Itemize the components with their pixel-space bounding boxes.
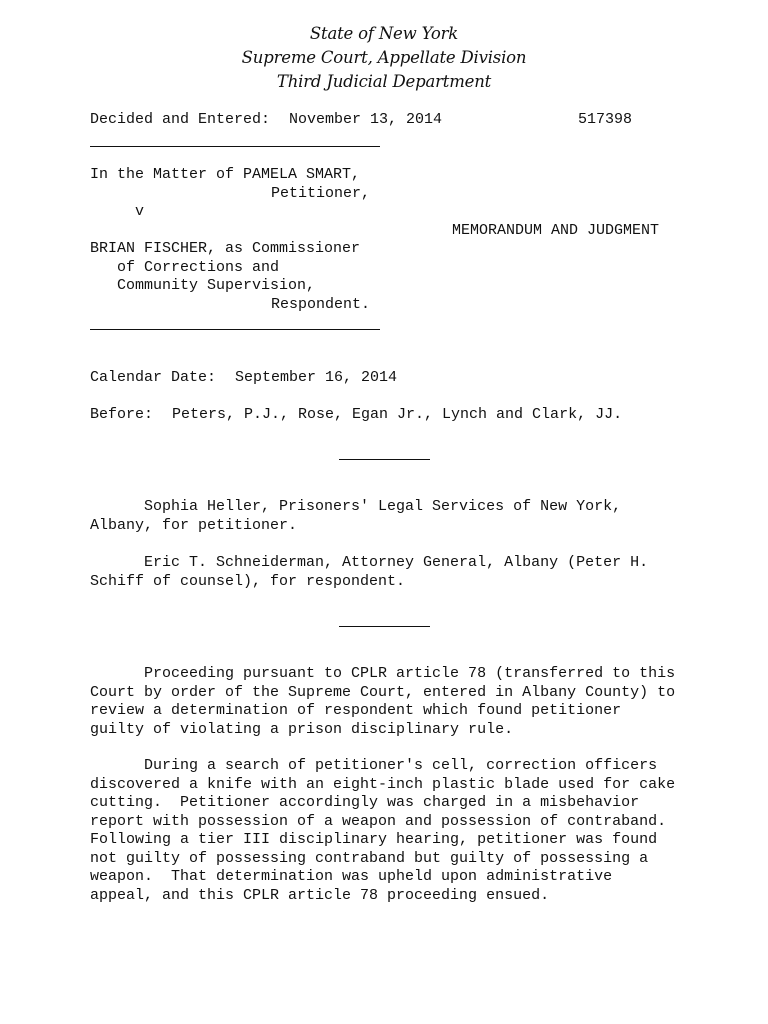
document-type: MEMORANDUM AND JUDGMENT [452,222,660,239]
court-state: State of New York [309,24,459,43]
caption-petitioner-role: Petitioner, [271,185,371,202]
body-paragraph: Proceeding pursuant to CPLR article 78 (transferred to this Court by order of the Supreme Court, entered in Albany County) to review a determination of respondent which found petitioner guilty of violating a prison disciplinary rule. [90,665,676,738]
decided-entered-label: Decided and Entered: [90,111,271,128]
caption-respondent-title-1: of Corrections and [117,259,280,276]
caption-respondent-name: BRIAN FISCHER, as Commissioner [90,240,361,257]
section-divider-1 [339,459,430,460]
caption-top-rule [90,146,380,147]
body-paragraph: During a search of petitioner's cell, correction officers discovered a knife with an eight-inch plastic blade used for cake cutting. Petitioner accordingly was charged in a misbehavior report with possession of a weapon and possession of contraband. Following a tier III disciplinary hearing, petitioner was found not guilty of possessing contraband but guilty of possessing a weapon. That determination was upheld upon administrative appeal, and this CPLR article 78 proceeding ensued. [90,757,676,904]
caption-versus: v [135,203,145,220]
caption-respondent-role: Respondent. [271,296,371,313]
court-department: Third Judicial Department [276,72,492,91]
caption-petitioner-name: In the Matter of PAMELA SMART, [90,166,361,183]
before-label: Before: [90,406,154,423]
court-heading [0,22,768,94]
caption-respondent-title-2: Community Supervision, [117,277,316,294]
court-name: Supreme Court, Appellate Division [241,48,527,67]
calendar-date: September 16, 2014 [235,369,398,386]
panel-judges: Peters, P.J., Rose, Egan Jr., Lynch and Clark, JJ. [172,406,623,423]
calendar-date-label: Calendar Date: [90,369,217,386]
counsel-petitioner: Sophia Heller, Prisoners' Legal Services of New York, Albany, for petitioner. [90,498,622,534]
section-divider-2 [339,626,430,627]
decided-entered-date: November 13, 2014 [289,111,443,128]
caption-bottom-rule [90,329,380,330]
docket-number: 517398 [578,111,633,128]
counsel-respondent: Eric T. Schneiderman, Attorney General, Albany (Peter H. Schiff of counsel), for respondent. [90,554,649,590]
